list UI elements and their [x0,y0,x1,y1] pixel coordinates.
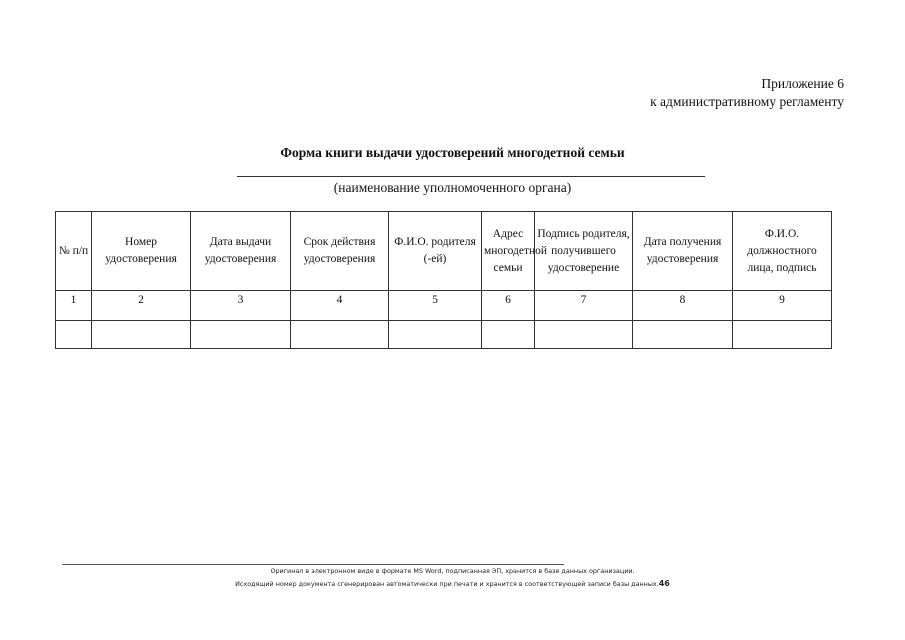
footer-divider [62,564,564,565]
blank-cell [389,321,482,349]
organization-name-line [237,176,705,177]
register-table [55,211,832,349]
appendix-number: Приложение 6 [761,76,844,91]
blank-cell [482,321,535,349]
header-cell-receipt-date: Дата получения удостоверения [633,212,733,291]
column-number-cell: 6 [482,291,535,321]
appendix-reference: к административному регламенту [650,94,844,109]
column-number-cell: 3 [191,291,291,321]
blank-cell [733,321,832,349]
header-cell-family-address: Адрес многодетной семьи [482,212,535,291]
header-cell-issue-date: Дата выдачи удостоверения [191,212,291,291]
blank-cell [291,321,389,349]
blank-cell [191,321,291,349]
appendix-header [650,75,844,111]
column-number-cell: 1 [56,291,92,321]
blank-cell [535,321,633,349]
form-title: Форма книги выдачи удостоверений многодетной семьи [280,145,625,160]
column-number-cell: 8 [633,291,733,321]
organization-caption: (наименование уполномоченного органа) [333,180,572,195]
header-cell-parent-name: Ф.И.О. родителя (-ей) [389,212,482,291]
header-cell-validity-period: Срок действия удостоверения [291,212,389,291]
column-number-cell: 5 [389,291,482,321]
column-number-row [56,291,832,321]
footer-number-note [0,579,905,588]
column-number-cell: 2 [92,291,191,321]
footer-number-text: Исходящий номер документа сгенерирован автоматически при печати и хранится в соответствующей записи базы данных. [235,580,659,588]
header-cell-parent-signature: Подпись родителя, получившего удостоверение [535,212,633,291]
blank-cell [56,321,92,349]
blank-cell [92,321,191,349]
header-cell-index: № п/п [56,212,92,291]
document-number: 46 [658,579,670,588]
column-number-cell: 7 [535,291,633,321]
header-row [56,212,832,291]
footer-storage-note: Оригинал в электронном виде в формате MS Word, подписанная ЭП, хранится в базе данных организации. [270,567,635,575]
column-number-cell: 9 [733,291,832,321]
header-cell-certificate-number: Номер удостоверения [92,212,191,291]
blank-cell [633,321,733,349]
column-number-cell: 4 [291,291,389,321]
header-cell-official-name-signature: Ф.И.О. должностного лица, подпись [733,212,832,291]
blank-entry-row [56,321,832,349]
